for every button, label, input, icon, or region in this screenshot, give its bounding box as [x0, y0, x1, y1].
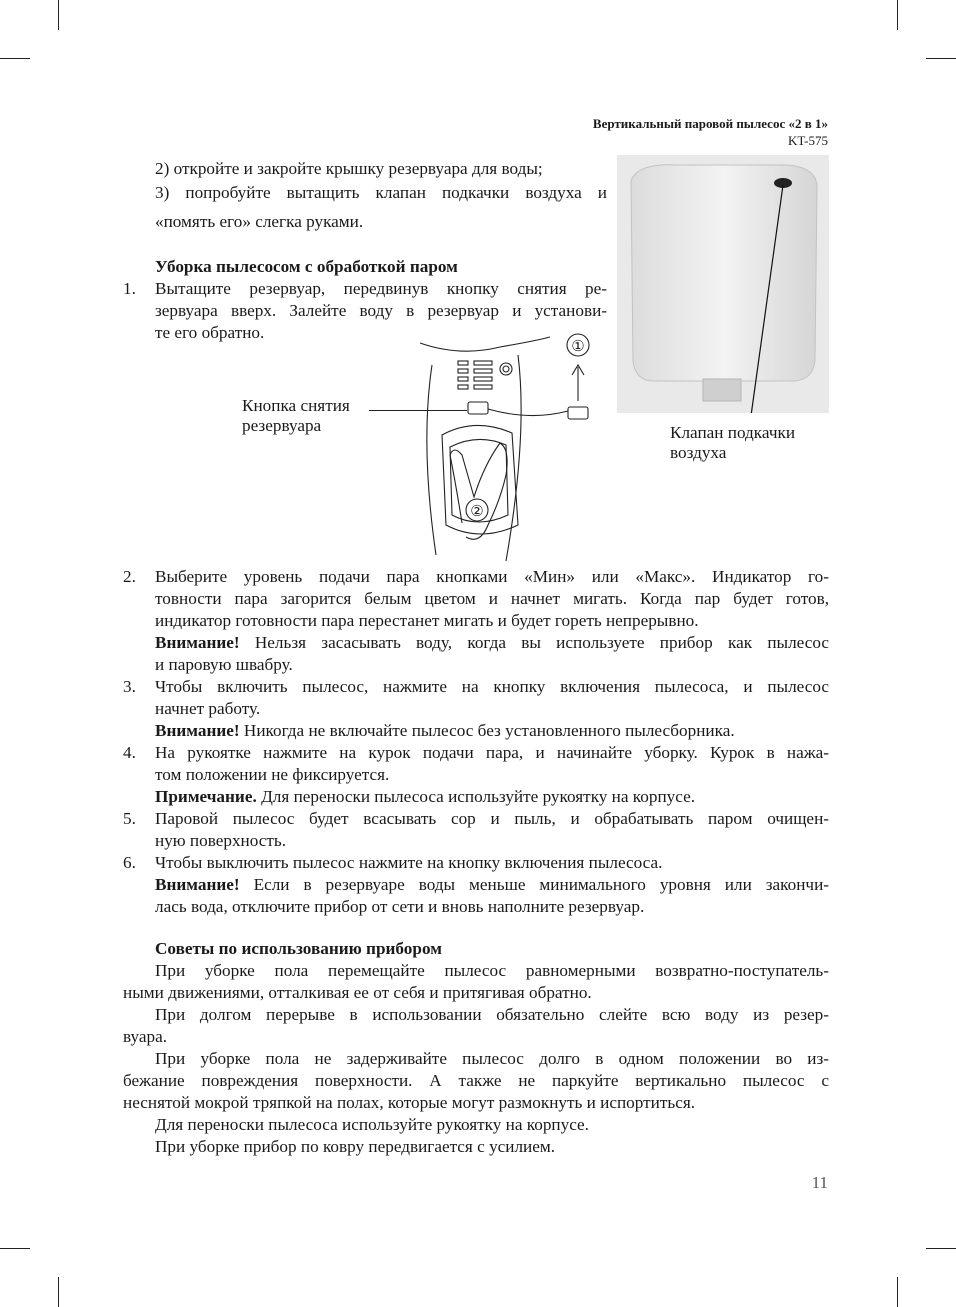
crop-mark	[58, 1277, 59, 1307]
header-title: Вертикальный паровой пылесос «2 в 1»	[592, 116, 828, 131]
crop-mark	[0, 58, 30, 59]
step-number: 3.	[123, 677, 136, 696]
note-label: Внимание!	[155, 633, 240, 652]
body-top-curve	[420, 337, 550, 351]
tips-p1-line-2: ными движениями, отталкивая ее от себя и притягивая обратно.	[123, 983, 592, 1002]
tips-p1-line-1: При уборке пола перемещайте пылесос равномерными возвратно-поступатель-	[155, 961, 829, 980]
step2-note	[155, 632, 829, 654]
step2-line-3: индикатор готовности пара перестанет мигать и будет гореть непрерывно.	[155, 611, 699, 630]
vent-slot	[474, 377, 492, 381]
crop-mark	[897, 1277, 898, 1307]
step4-line-2: том положении не фиксируется.	[155, 765, 390, 784]
valve-cap-center	[503, 366, 509, 372]
tips-p5: При уборке прибор по ковру передвигается с усилием.	[155, 1137, 556, 1156]
marker-2: ②	[470, 504, 484, 520]
step5-line-1: Паровой пылесос будет всасывать сор и пыль, и обрабатывать паром очищен-	[155, 809, 829, 828]
step-number: 5.	[123, 809, 136, 828]
step4-note	[155, 786, 829, 808]
vent-slot	[458, 377, 468, 381]
tank-body	[631, 165, 817, 381]
step2-line-2: товности пара загорится белым цветом и начнет мигать. Когда пар будет готов,	[155, 589, 829, 608]
step6-note-line-2: лась вода, отключите прибор от сети и вновь наполните резервуар.	[155, 897, 645, 916]
motion-path	[488, 409, 568, 416]
vent-slot	[458, 369, 468, 373]
valve-label-line-1: Клапан подкачки	[670, 423, 796, 442]
release-button-icon	[468, 402, 488, 414]
marker-1: ①	[571, 339, 585, 355]
tips-p4: Для переноски пылесоса используйте рукоятку на корпусе.	[155, 1115, 589, 1134]
valve-label-line-2: воздуха	[670, 443, 727, 462]
vent-slot	[474, 361, 492, 365]
note-text: Если в резервуаре воды меньше минимального уровня или закончи-	[239, 875, 829, 894]
intro-line-2: 2) откройте и закройте крышку резервуара для воды;	[155, 159, 543, 178]
hand-icon	[450, 443, 507, 539]
header-model: KT-575	[788, 133, 828, 148]
step-number: 2.	[123, 567, 136, 586]
step-number: 6.	[123, 853, 136, 872]
vent-slot	[458, 385, 468, 389]
tips-p3-line-1: При уборке пола не задерживайте пылесос долго в одном положении во из-	[155, 1049, 829, 1068]
tank-outlet	[703, 379, 741, 401]
release-button-moved-icon	[568, 407, 588, 419]
step6-line-1: Чтобы выключить пылесос нажмите на кнопку включения пылесоса.	[155, 853, 663, 872]
tips-p2-line-1: При долгом перерыве в использовании обязательно слейте всю воду из резер-	[155, 1005, 829, 1024]
intro-line-3a: 3) попробуйте вытащить клапан подкачки воздуха и	[155, 183, 607, 202]
crop-mark	[926, 58, 956, 59]
note-label: Внимание!	[155, 721, 240, 740]
step6-note	[155, 874, 829, 896]
step5-line-2: ную поверхность.	[155, 831, 287, 850]
tips-p3-line-3: неснятой мокрой тряпкой на полах, которые могут размокнуть и испортиться.	[123, 1093, 696, 1112]
crop-mark	[926, 1248, 956, 1249]
button-label-line-1: Кнопка снятия	[242, 396, 350, 415]
step2-note-line-2: и паровую швабру.	[155, 655, 293, 674]
step1-line-1: Вытащите резервуар, передвинув кнопку снятия ре-	[155, 279, 607, 298]
step3-line-1: Чтобы включить пылесос, нажмите на кнопку включения пылесоса, и пылесос	[155, 677, 829, 696]
crop-mark	[897, 0, 898, 30]
crop-mark	[0, 1248, 30, 1249]
step1-line-3: те его обратно.	[155, 323, 265, 342]
vent-slot	[474, 385, 492, 389]
crop-mark	[58, 0, 59, 30]
step-number: 1.	[123, 279, 136, 298]
removal-diagram	[350, 325, 600, 565]
page-number: 11	[811, 1173, 828, 1192]
body-left-edge	[427, 365, 436, 555]
tips-p2-line-2: вуара.	[123, 1027, 168, 1046]
note-label: Примечание.	[155, 787, 257, 806]
note-text: Нельзя засасывать воду, когда вы используете прибор как пылесос	[239, 633, 829, 652]
section-title: Уборка пылесосом с обработкой паром	[155, 257, 458, 276]
tips-title: Советы по использованию прибором	[155, 939, 442, 958]
tank-photo	[617, 155, 829, 413]
step3-line-2: начнет работу.	[155, 699, 261, 718]
button-label-line-2: резервуара	[242, 416, 322, 435]
note-text: Для переноски пылесоса используйте рукоятку на корпусе.	[256, 787, 696, 806]
note-label: Внимание!	[155, 875, 240, 894]
button-leader-line	[369, 410, 467, 411]
step3-note	[155, 720, 829, 742]
step-number: 4.	[123, 743, 136, 762]
vent-slot	[458, 361, 468, 365]
vent-slot	[474, 369, 492, 373]
step4-line-1: На рукоятке нажмите на курок подачи пара, и начинайте уборку. Курок в нажа-	[155, 743, 829, 762]
valve-cap-icon	[500, 363, 512, 375]
tips-p3-line-2: бежание повреждения поверхности. А также не паркуйте вертикально пылесос с	[123, 1071, 829, 1090]
step2-line-1: Выберите уровень подачи пара кнопками «Мин» или «Макс». Индикатор го-	[155, 567, 829, 586]
intro-line-3b: «помять его» слегка руками.	[155, 212, 364, 231]
note-text: Никогда не включайте пылесос без установленного пылесборника.	[239, 721, 735, 740]
step1-line-2: зервуара вверх. Залейте воду в резервуар и установи-	[155, 301, 607, 320]
